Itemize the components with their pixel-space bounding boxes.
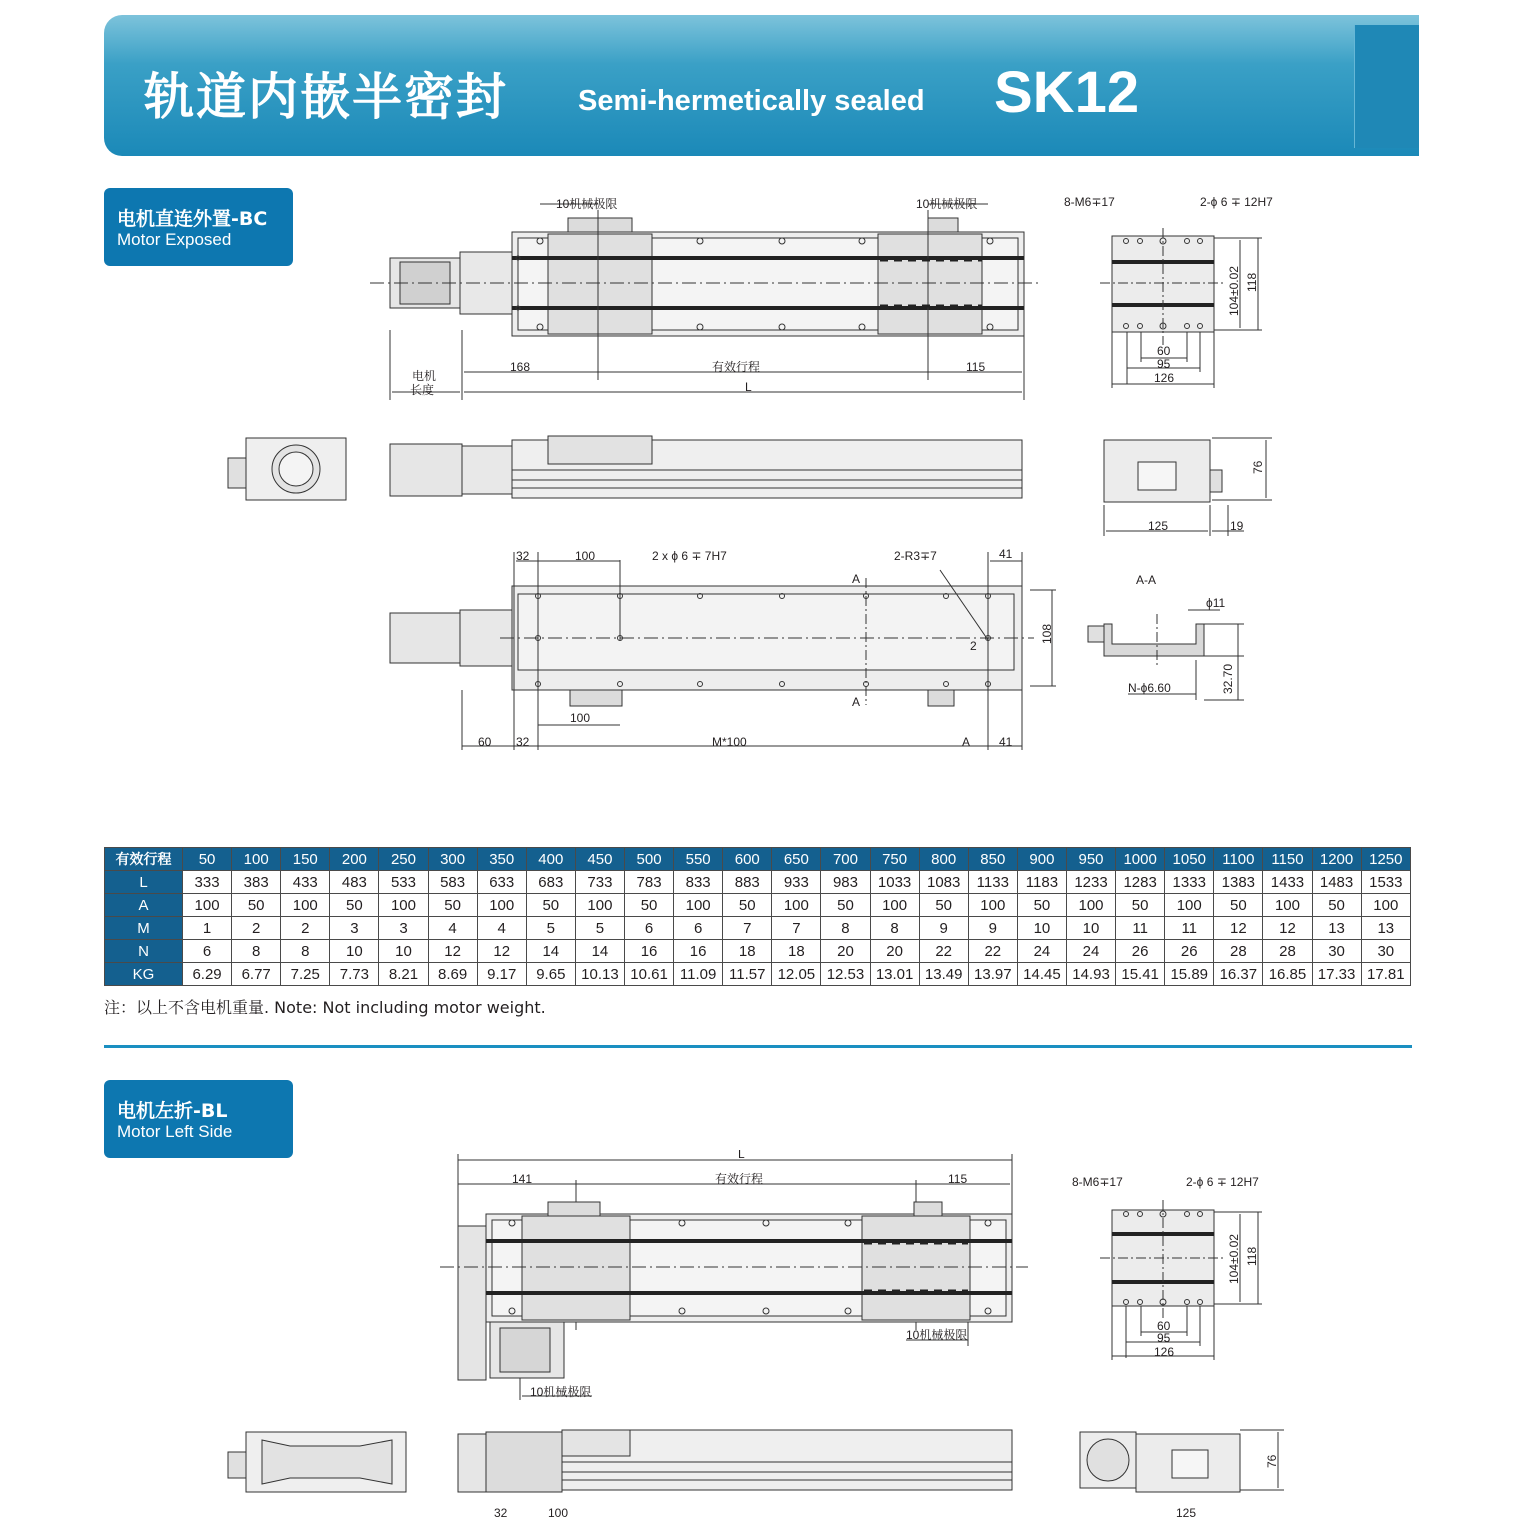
table-cell: 24 [1017,940,1066,963]
table-cell: 583 [428,871,477,894]
table-cell: 10 [330,940,379,963]
dim-60-side: 60 [1157,344,1171,358]
bl-dim-32: 32 [494,1506,508,1518]
row-label: L [105,871,183,894]
header-cell: 700 [821,848,870,871]
table-cell: 12 [428,940,477,963]
table-cell: 14 [575,940,624,963]
dim-32-top: 32 [516,549,530,563]
table-cell: 100 [1165,894,1214,917]
table-cell: 26 [1116,940,1165,963]
dim-stroke: 有效行程 [712,360,761,374]
header-cell: 650 [772,848,821,871]
bl-dim-115: 115 [948,1172,968,1186]
table-cell: 1533 [1361,871,1410,894]
table-cell: 483 [330,871,379,894]
table-cell: 1283 [1116,871,1165,894]
table-cell: 17.33 [1312,963,1361,986]
dim-holes-7h7: 2 x ϕ 6 ∓ 7H7 [652,549,727,563]
header-cell: 750 [870,848,919,871]
table-cell: 15.89 [1165,963,1214,986]
table-cell: 1333 [1165,871,1214,894]
table-cell: 883 [723,871,772,894]
table-cell: 8.21 [379,963,428,986]
table-cell: 20 [821,940,870,963]
table-row [105,871,1411,894]
header-cell: 550 [674,848,723,871]
spec-table [104,847,1411,986]
row-label: N [105,940,183,963]
bl-dim-stroke: 有效行程 [715,1172,764,1186]
table-cell: 7.25 [281,963,330,986]
table-cell: 933 [772,871,821,894]
table-cell: 4 [477,917,526,940]
bl-dim-m6: 8-M6∓17 [1072,1175,1123,1189]
table-cell: 1083 [919,871,968,894]
table-cell: 833 [674,871,723,894]
table-cell: 50 [723,894,772,917]
section-tag-bl [104,1080,293,1158]
bl-dim-141: 141 [512,1172,533,1186]
table-cell: 733 [575,871,624,894]
table-cell: 50 [428,894,477,917]
header-cell: 950 [1066,848,1115,871]
dim-76-side: 76 [1251,460,1265,474]
table-cell: 633 [477,871,526,894]
table-cell: 1433 [1263,871,1312,894]
dim-2: 2 [970,639,977,653]
table-cell: 12 [1263,917,1312,940]
table-cell: 100 [674,894,723,917]
table-cell: 783 [624,871,673,894]
table-cell: 8 [821,917,870,940]
table-cell: 16.37 [1214,963,1263,986]
bl-dim-126: 126 [1154,1345,1175,1359]
dim-limit-left: 10机械极限 [556,197,618,211]
table-cell: 3 [330,917,379,940]
header-cell: 350 [477,848,526,871]
table-cell: 9.65 [526,963,575,986]
dim-126-side: 126 [1154,371,1175,385]
table-cell: 683 [526,871,575,894]
table-cell: 18 [772,940,821,963]
bl-dim-limit-b: 10机械极限 [530,1385,592,1399]
table-cell: 16 [674,940,723,963]
table-cell: 433 [281,871,330,894]
table-cell: 14.93 [1066,963,1115,986]
table-cell: 14 [526,940,575,963]
table-cell: 12 [1214,917,1263,940]
dim-115: 115 [966,360,986,374]
table-cell: 6 [183,940,232,963]
table-cell: 9 [919,917,968,940]
table-cell: 50 [919,894,968,917]
drawing-bl [0,1150,1514,1518]
section-bl-cn: 电机左折-BL [117,1100,228,1122]
table-cell: 2 [232,917,281,940]
table-corner: 有效行程 [105,848,183,871]
dim-motor-len-1: 电机 [412,369,437,383]
table-cell: 11 [1165,917,1214,940]
table-cell: 100 [1263,894,1312,917]
table-cell: 50 [821,894,870,917]
table-cell: 50 [330,894,379,917]
table-cell: 100 [183,894,232,917]
table-cell: 7 [772,917,821,940]
dim-phi11: ϕ11 [1206,596,1226,610]
table-cell: 11.09 [674,963,723,986]
dim-100-bottom: 100 [570,711,591,725]
header-cell: 1200 [1312,848,1361,871]
header-cell: 200 [330,848,379,871]
dim-100-top: 100 [575,549,596,563]
table-cell: 17.81 [1361,963,1410,986]
table-cell: 100 [1361,894,1410,917]
table-cell: 6 [624,917,673,940]
dim-m6: 8-M6∓17 [1064,195,1115,209]
table-cell: 16 [624,940,673,963]
table-cell: 1033 [870,871,919,894]
dim-L: L [745,380,752,394]
header-cell: 800 [919,848,968,871]
header-cell: 900 [1017,848,1066,871]
table-cell: 50 [1312,894,1361,917]
dim-r3: 2-R3∓7 [894,549,937,563]
table-cell: 1383 [1214,871,1263,894]
table-cell: 1183 [1017,871,1066,894]
table-cell: 50 [1017,894,1066,917]
dim-60: 60 [478,735,492,749]
header-cell: 250 [379,848,428,871]
dim-108: 108 [1040,623,1054,644]
table-cell: 12.53 [821,963,870,986]
row-label: M [105,917,183,940]
table-cell: 10 [1066,917,1115,940]
table-row [105,940,1411,963]
table-cell: 8.69 [428,963,477,986]
section-mark-a-lower: A [852,695,861,709]
table-cell: 5 [526,917,575,940]
table-cell: 100 [870,894,919,917]
dim-41-top: 41 [999,547,1013,561]
bl-dim-118: 118 [1245,1246,1259,1266]
table-cell: 26 [1165,940,1214,963]
header-cell: 500 [624,848,673,871]
bl-dim-phi6: 2-ϕ 6 ∓ 12H7 [1186,1175,1259,1189]
table-cell: 20 [870,940,919,963]
table-cell: 12.05 [772,963,821,986]
header-cell: 50 [183,848,232,871]
bl-dim-95: 95 [1157,1331,1171,1345]
bl-dim-125: 125 [1176,1506,1197,1518]
table-cell: 50 [232,894,281,917]
dim-118: 118 [1245,272,1259,292]
dim-168: 168 [510,360,531,374]
dim-m100: M*100 [712,735,747,749]
section-divider [104,1045,1412,1048]
bl-dim-60: 60 [1157,1319,1171,1333]
section-bl-en: Motor Left Side [117,1122,233,1141]
table-cell: 10.13 [575,963,624,986]
header-cell: 1100 [1214,848,1263,871]
table-cell: 7.73 [330,963,379,986]
table-cell: 1133 [968,871,1017,894]
table-cell: 11.57 [723,963,772,986]
table-cell: 28 [1214,940,1263,963]
table-cell: 13 [1312,917,1361,940]
table-header-row [105,848,1411,871]
table-cell: 100 [477,894,526,917]
header-cell: 1000 [1116,848,1165,871]
header-cell: 150 [281,848,330,871]
dim-3270: 32.70 [1221,663,1235,694]
table-cell: 50 [1214,894,1263,917]
table-cell: 13.49 [919,963,968,986]
table-cell: 18 [723,940,772,963]
table-cell: 100 [772,894,821,917]
header-cell: 600 [723,848,772,871]
table-cell: 10 [379,940,428,963]
table-cell: 50 [526,894,575,917]
header-cell: 400 [526,848,575,871]
title-en: Semi-hermetically sealed [578,85,925,117]
bl-dim-limit-a: 10机械极限 [906,1328,968,1342]
table-row [105,917,1411,940]
table-cell: 100 [575,894,624,917]
table-cell: 100 [968,894,1017,917]
row-label: A [105,894,183,917]
dim-41-bottom: 41 [999,735,1013,749]
header-cell: 850 [968,848,1017,871]
dim-95-side: 95 [1157,357,1171,371]
dim-n660: N-ϕ6.60 [1128,681,1171,695]
table-cell: 533 [379,871,428,894]
table-cell: 30 [1312,940,1361,963]
section-mark-a-upper: A [852,572,861,586]
table-cell: 6.77 [232,963,281,986]
header-cell: 1050 [1165,848,1214,871]
row-label: KG [105,963,183,986]
table-cell: 50 [624,894,673,917]
table-cell: 333 [183,871,232,894]
table-cell: 10.61 [624,963,673,986]
table-cell: 13.01 [870,963,919,986]
table-cell: 1 [183,917,232,940]
table-cell: 15.41 [1116,963,1165,986]
section-bc-cn: 电机直连外置-BC [117,208,268,230]
table-cell: 13 [1361,917,1410,940]
section-bc-en: Motor Exposed [117,230,232,249]
table-row [105,894,1411,917]
table-cell: 4 [428,917,477,940]
header-cell: 450 [575,848,624,871]
table-cell: 10 [1017,917,1066,940]
table-cell: 16.85 [1263,963,1312,986]
table-row [105,963,1411,986]
table-cell: 6 [674,917,723,940]
table-cell: 9.17 [477,963,526,986]
dim-a: A [962,735,971,749]
table-cell: 14.45 [1017,963,1066,986]
dim-125-side: 125 [1148,519,1169,533]
table-cell: 7 [723,917,772,940]
table-cell: 8 [870,917,919,940]
dim-19-side: 19 [1230,519,1244,533]
table-cell: 22 [968,940,1017,963]
section-title-aa: A-A [1136,573,1157,587]
table-cell: 5 [575,917,624,940]
dim-limit-right: 10机械极限 [916,197,978,211]
dim-104-tol: 104±0.02 [1227,266,1241,316]
weight-note: 注：以上不含电机重量. Note: Not including motor weight. [104,998,546,1017]
table-cell: 13.97 [968,963,1017,986]
table-cell: 8 [232,940,281,963]
title-cn: 轨道内嵌半密封 [144,68,508,126]
table-cell: 8 [281,940,330,963]
dim-motor-len-2: 长度 [410,383,435,397]
table-cell: 12 [477,940,526,963]
table-body [105,871,1411,986]
table-cell: 3 [379,917,428,940]
table-cell: 100 [281,894,330,917]
table-cell: 6.29 [183,963,232,986]
table-cell: 983 [821,871,870,894]
header-cell: 100 [232,848,281,871]
table-cell: 383 [232,871,281,894]
header-cell: 1150 [1263,848,1312,871]
dim-32-bottom: 32 [516,735,530,749]
table-cell: 11 [1116,917,1165,940]
header-cell: 300 [428,848,477,871]
bl-dim-100: 100 [548,1506,569,1518]
table-cell: 9 [968,917,1017,940]
bl-dim-L: L [738,1150,745,1161]
table-cell: 1233 [1066,871,1115,894]
table-cell: 100 [1066,894,1115,917]
table-cell: 2 [281,917,330,940]
bl-dim-104-tol: 104±0.02 [1227,1234,1241,1284]
table-cell: 50 [1116,894,1165,917]
table-cell: 22 [919,940,968,963]
table-cell: 30 [1361,940,1410,963]
model-name: SK12 [994,60,1140,125]
table-cell: 1483 [1312,871,1361,894]
table-cell: 24 [1066,940,1115,963]
table-cell: 100 [379,894,428,917]
table-cell: 28 [1263,940,1312,963]
bl-dim-76: 76 [1265,1454,1279,1468]
dim-phi6: 2-ϕ 6 ∓ 12H7 [1200,195,1273,209]
header-cell: 1250 [1361,848,1410,871]
